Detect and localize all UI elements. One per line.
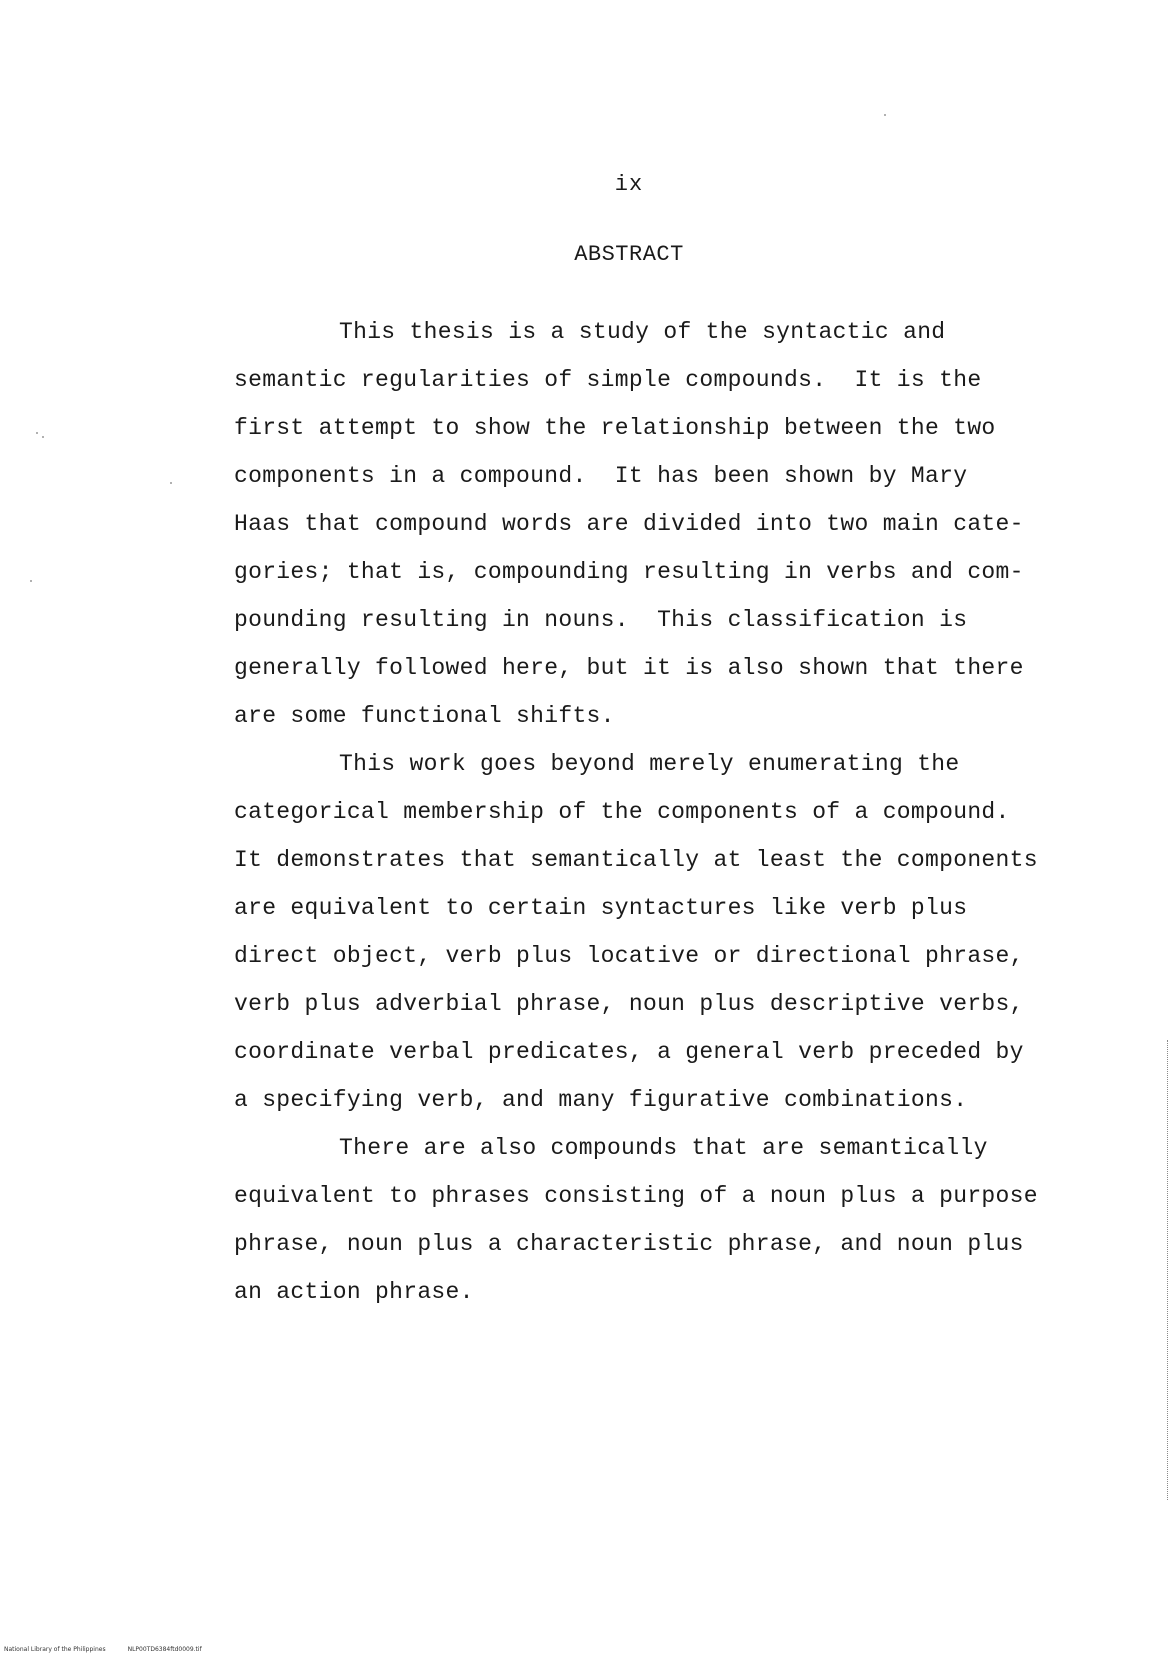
text-line: semantic regularities of simple compounds. It is the: [234, 367, 982, 393]
text-line: are some functional shifts.: [234, 703, 615, 729]
text-line: gories; that is, compounding resulting in verbs and com-: [234, 559, 1024, 585]
scan-speck: [30, 580, 32, 582]
text-line: This thesis is a study of the syntactic and: [339, 319, 946, 345]
scan-speck: [42, 436, 44, 438]
abstract-heading: ABSTRACT: [574, 242, 684, 267]
paragraph-1: [234, 308, 1114, 740]
text-line: are equivalent to certain syntactures like verb plus: [234, 895, 968, 921]
text-line: verb plus adverbial phrase, noun plus descriptive verbs,: [234, 991, 1024, 1017]
scan-speck: [36, 432, 38, 434]
scan-speck: [884, 114, 886, 116]
footer-library: National Library of the Philippines: [4, 1646, 106, 1653]
text-line: direct object, verb plus locative or directional phrase,: [234, 943, 1024, 969]
footer-filename: NLP00TD6384ftd0009.tif: [127, 1646, 202, 1653]
page-number: ix: [614, 172, 644, 197]
text-line: pounding resulting in nouns. This classification is: [234, 607, 968, 633]
text-line: first attempt to show the relationship between the two: [234, 415, 996, 441]
text-line: categorical membership of the components of a compound.: [234, 799, 1010, 825]
text-line: There are also compounds that are semantically: [339, 1135, 988, 1161]
text-line: generally followed here, but it is also shown that there: [234, 655, 1024, 681]
text-line: a specifying verb, and many figurative combinations.: [234, 1087, 968, 1113]
text-line: equivalent to phrases consisting of a noun plus a purpose: [234, 1183, 1038, 1209]
abstract-body: [234, 308, 1114, 1316]
text-line: phrase, noun plus a characteristic phrase, and noun plus: [234, 1231, 1024, 1257]
scan-speck: [170, 482, 172, 484]
text-line: Haas that compound words are divided into two main cate-: [234, 511, 1024, 537]
scan-footer: [4, 1646, 224, 1653]
text-line: coordinate verbal predicates, a general verb preceded by: [234, 1039, 1024, 1065]
text-line: components in a compound. It has been shown by Mary: [234, 463, 968, 489]
paragraph-2: [234, 740, 1114, 1124]
text-line: an action phrase.: [234, 1279, 474, 1305]
text-line: It demonstrates that semantically at least the components: [234, 847, 1038, 873]
text-line: This work goes beyond merely enumerating the: [339, 751, 960, 777]
paragraph-3: [234, 1124, 1114, 1316]
